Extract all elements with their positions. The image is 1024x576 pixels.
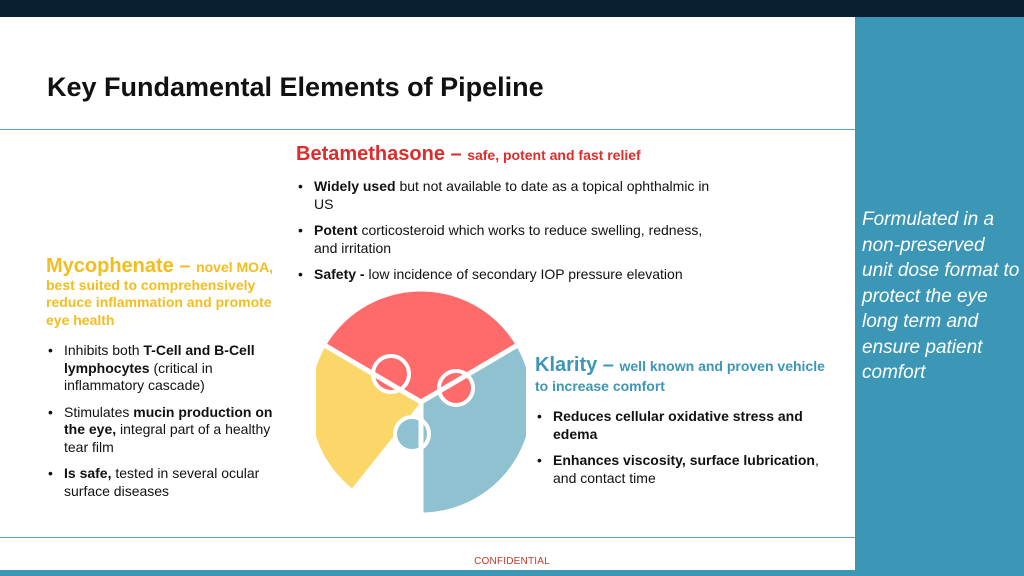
bullet-bold: Reduces cellular oxidative stress and edema <box>553 408 803 442</box>
bullet-bold: T-Cell and B-Cell lymphocytes <box>64 342 255 376</box>
top-bar <box>0 0 1024 17</box>
list-item <box>535 408 835 443</box>
mycophenate-section <box>46 255 294 509</box>
bullet-text: integral part of a healthy tear film <box>64 421 271 455</box>
betamethasone-tagline: safe, potent and fast relief <box>467 147 641 163</box>
bullet-bold: Safety - <box>314 266 365 282</box>
bottom-bar <box>0 570 855 576</box>
klarity-tagline: well known and proven vehicle to increase comfort <box>535 358 825 394</box>
list-item <box>296 266 716 284</box>
bullet-text-pre: Stimulates <box>64 403 134 420</box>
list-item <box>46 465 294 500</box>
klarity-bullets <box>535 408 835 487</box>
betamethasone-separator: – <box>444 143 468 165</box>
betamethasone-name: Betamethasone <box>296 143 445 165</box>
bullet-text: tested in several ocular surface diseases <box>64 465 260 499</box>
bullet-text: (critical in inflammatory cascade) <box>64 359 213 393</box>
bullet-bold: Enhances viscosity, surface lubrication <box>553 452 815 468</box>
puzzle-knob-blue <box>395 417 429 451</box>
bullet-text: low incidence of secondary IOP pressure elevation <box>364 266 683 282</box>
list-item <box>296 222 716 257</box>
mycophenate-bullets <box>46 342 294 500</box>
mycophenate-separator: – <box>173 255 197 277</box>
klarity-separator: – <box>597 354 620 376</box>
mycophenate-heading <box>46 255 294 329</box>
bullet-text: corticosteroid which works to reduce swelling, redness, and irritation <box>314 222 703 256</box>
klarity-name: Klarity <box>535 354 598 376</box>
bullet-bold: Potent <box>314 222 358 238</box>
list-item <box>296 178 716 213</box>
puzzle-graphic <box>316 284 526 520</box>
klarity-heading <box>535 356 835 396</box>
bullet-bold: mucin production on the eye, <box>64 403 273 437</box>
bullet-text: , and contact time <box>553 452 819 486</box>
bullet-text-pre: Inhibits both <box>64 342 144 358</box>
bullet-text: but not available to date as a topical ophthalmic in US <box>314 178 710 212</box>
side-panel-text: Formulated in a non-preserved unit dose format to protect the eye long term and ensure patient comfort <box>862 209 1020 383</box>
betamethasone-bullets <box>296 178 716 284</box>
footer-divider <box>0 537 855 538</box>
klarity-section <box>535 356 835 496</box>
slide-title: Key Fundamental Elements of Pipeline <box>47 72 544 102</box>
mycophenate-tagline: novel MOA, best suited to comprehensively reduce inflammation and promote eye health <box>46 259 274 328</box>
betamethasone-heading <box>296 142 716 168</box>
title-divider <box>0 129 855 130</box>
bullet-bold: Is safe, <box>64 465 112 481</box>
confidential-label: CONFIDENTIAL <box>474 556 550 567</box>
list-item <box>535 452 835 487</box>
betamethasone-section <box>296 142 716 293</box>
mycophenate-name: Mycophenate <box>46 255 174 277</box>
list-item <box>46 342 294 395</box>
bullet-bold: Widely used <box>314 178 396 194</box>
list-item <box>46 404 294 457</box>
